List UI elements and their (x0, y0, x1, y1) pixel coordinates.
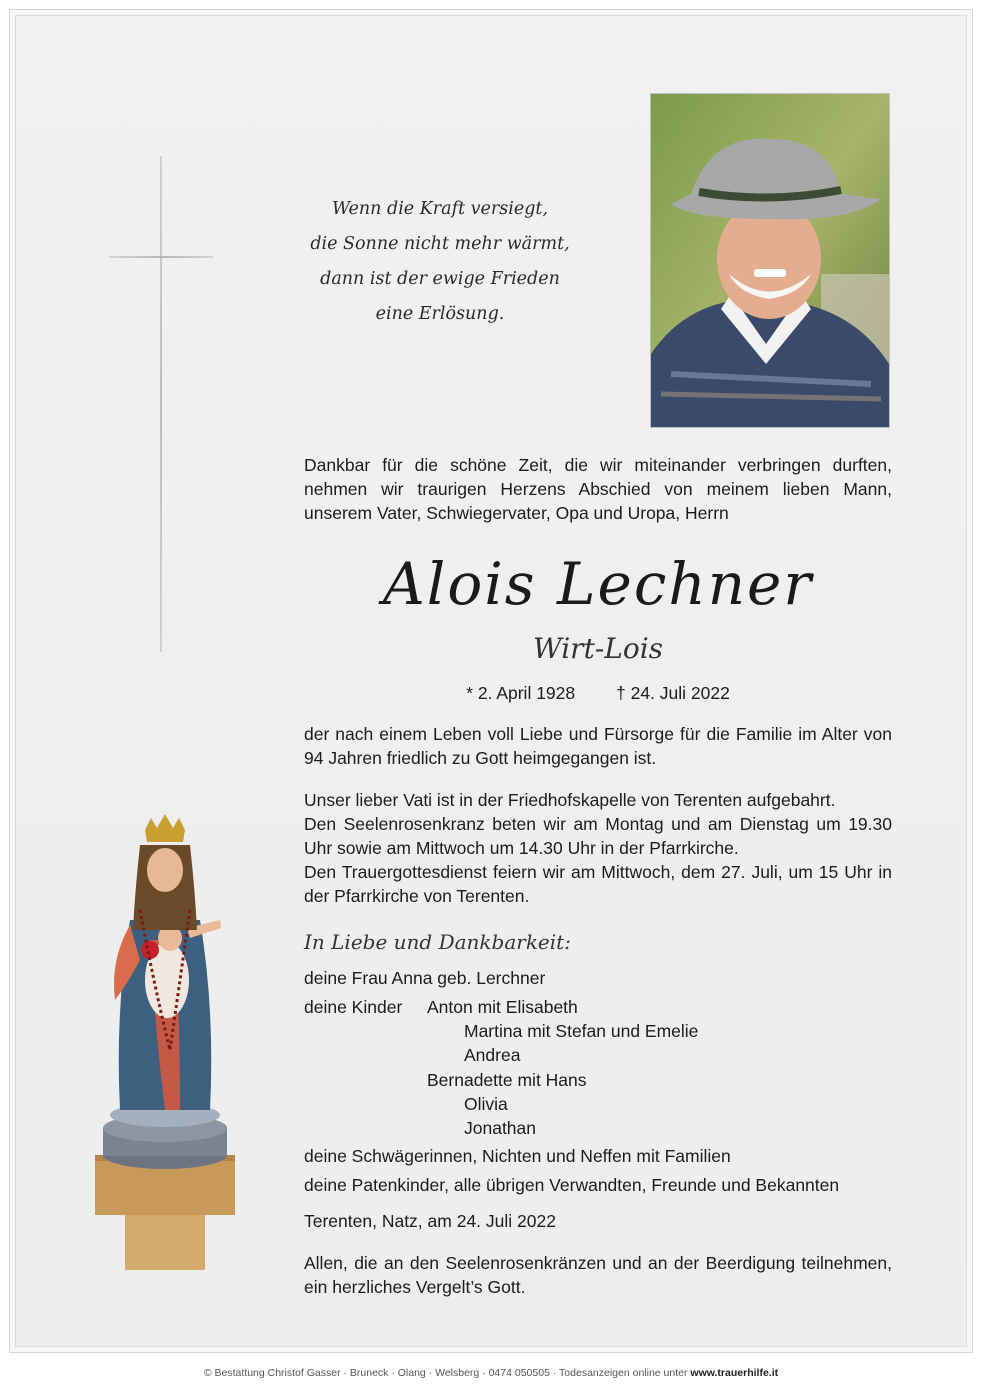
grandchild-line: Andrea (464, 1045, 521, 1065)
cross-icon (160, 156, 162, 652)
grandchild-line: Jonathan (464, 1118, 537, 1138)
footer (0, 1367, 982, 1379)
thanks-text: Allen, die an den Seelenrosenkränzen und an der Beerdigung teilnehmen, ein herzliches Vergelt’s Gott. (304, 1253, 892, 1297)
death-date: † 24. Juli 2022 (616, 683, 730, 703)
nickname: Wirt-Lois (532, 632, 664, 665)
life-text: der nach einem Leben voll Liebe und Fürsorge für die Familie im Alter von 94 Jahren friedlich zu Gott heimgegangen ist. (304, 724, 892, 768)
grandchild-line: Martina mit Stefan und Emelie (464, 1021, 699, 1041)
poem-line: eine Erlösung. (375, 304, 505, 324)
madonna-statue-icon (95, 810, 235, 1270)
wife-line: deine Frau Anna geb. Lerchner (304, 968, 546, 988)
mourners-heading: In Liebe und Dankbarkeit: (304, 930, 571, 954)
children-label: deine Kinder (304, 997, 403, 1017)
relatives-line: deine Schwägerinnen, Nichten und Neffen mit Familien (304, 1146, 731, 1166)
poem (300, 192, 580, 332)
poem-line: die Sonne nicht mehr wärmt, (310, 234, 570, 254)
info-line: Den Seelenrosenkranz beten wir am Montag und am Dienstag um 19.30 Uhr sowie am Mittwoch um 14.30 Uhr in der Pfarrkirche. (304, 814, 892, 858)
footer-link[interactable]: www.trauerhilfe.it (690, 1367, 779, 1379)
portrait-photo (650, 93, 890, 428)
poem-line: Wenn die Kraft versiegt, (331, 199, 549, 219)
child-line: Bernadette mit Hans (427, 1070, 587, 1090)
birth-date: * 2. April 1928 (466, 683, 576, 703)
cross-icon-bar (109, 256, 213, 258)
relatives-line: deine Patenkinder, alle übrigen Verwandten, Freunde und Bekannten (304, 1175, 840, 1195)
intro-text: Dankbar für die schöne Zeit, die wir miteinander verbringen durften, nehmen wir traurigen Herzens Abschied von meinem lieben Mann, unserem Vater, Schwiegervater, Opa und Uropa, Herrn (304, 455, 892, 523)
footer-text: © Bestattung Christof Gasser · Bruneck · Olang · Welsberg · 0474 050505 · Todesanzeigen online unter (203, 1367, 691, 1379)
info-text (304, 788, 892, 908)
info-line: Den Trauergottesdienst feiern wir am Mittwoch, dem 27. Juli, um 15 Uhr in der Pfarrkirche von Terenten. (304, 862, 892, 906)
life-dates (304, 683, 892, 704)
place-date: Terenten, Natz, am 24. Juli 2022 (304, 1211, 556, 1231)
poem-line: dann ist der ewige Frieden (320, 269, 560, 289)
child-line: Anton mit Elisabeth (427, 997, 578, 1017)
grandchild-line: Olivia (464, 1094, 508, 1114)
deceased-name: Alois Lechner (382, 550, 814, 618)
info-line: Unser lieber Vati ist in der Friedhofskapelle von Terenten aufgebahrt. (304, 790, 836, 810)
